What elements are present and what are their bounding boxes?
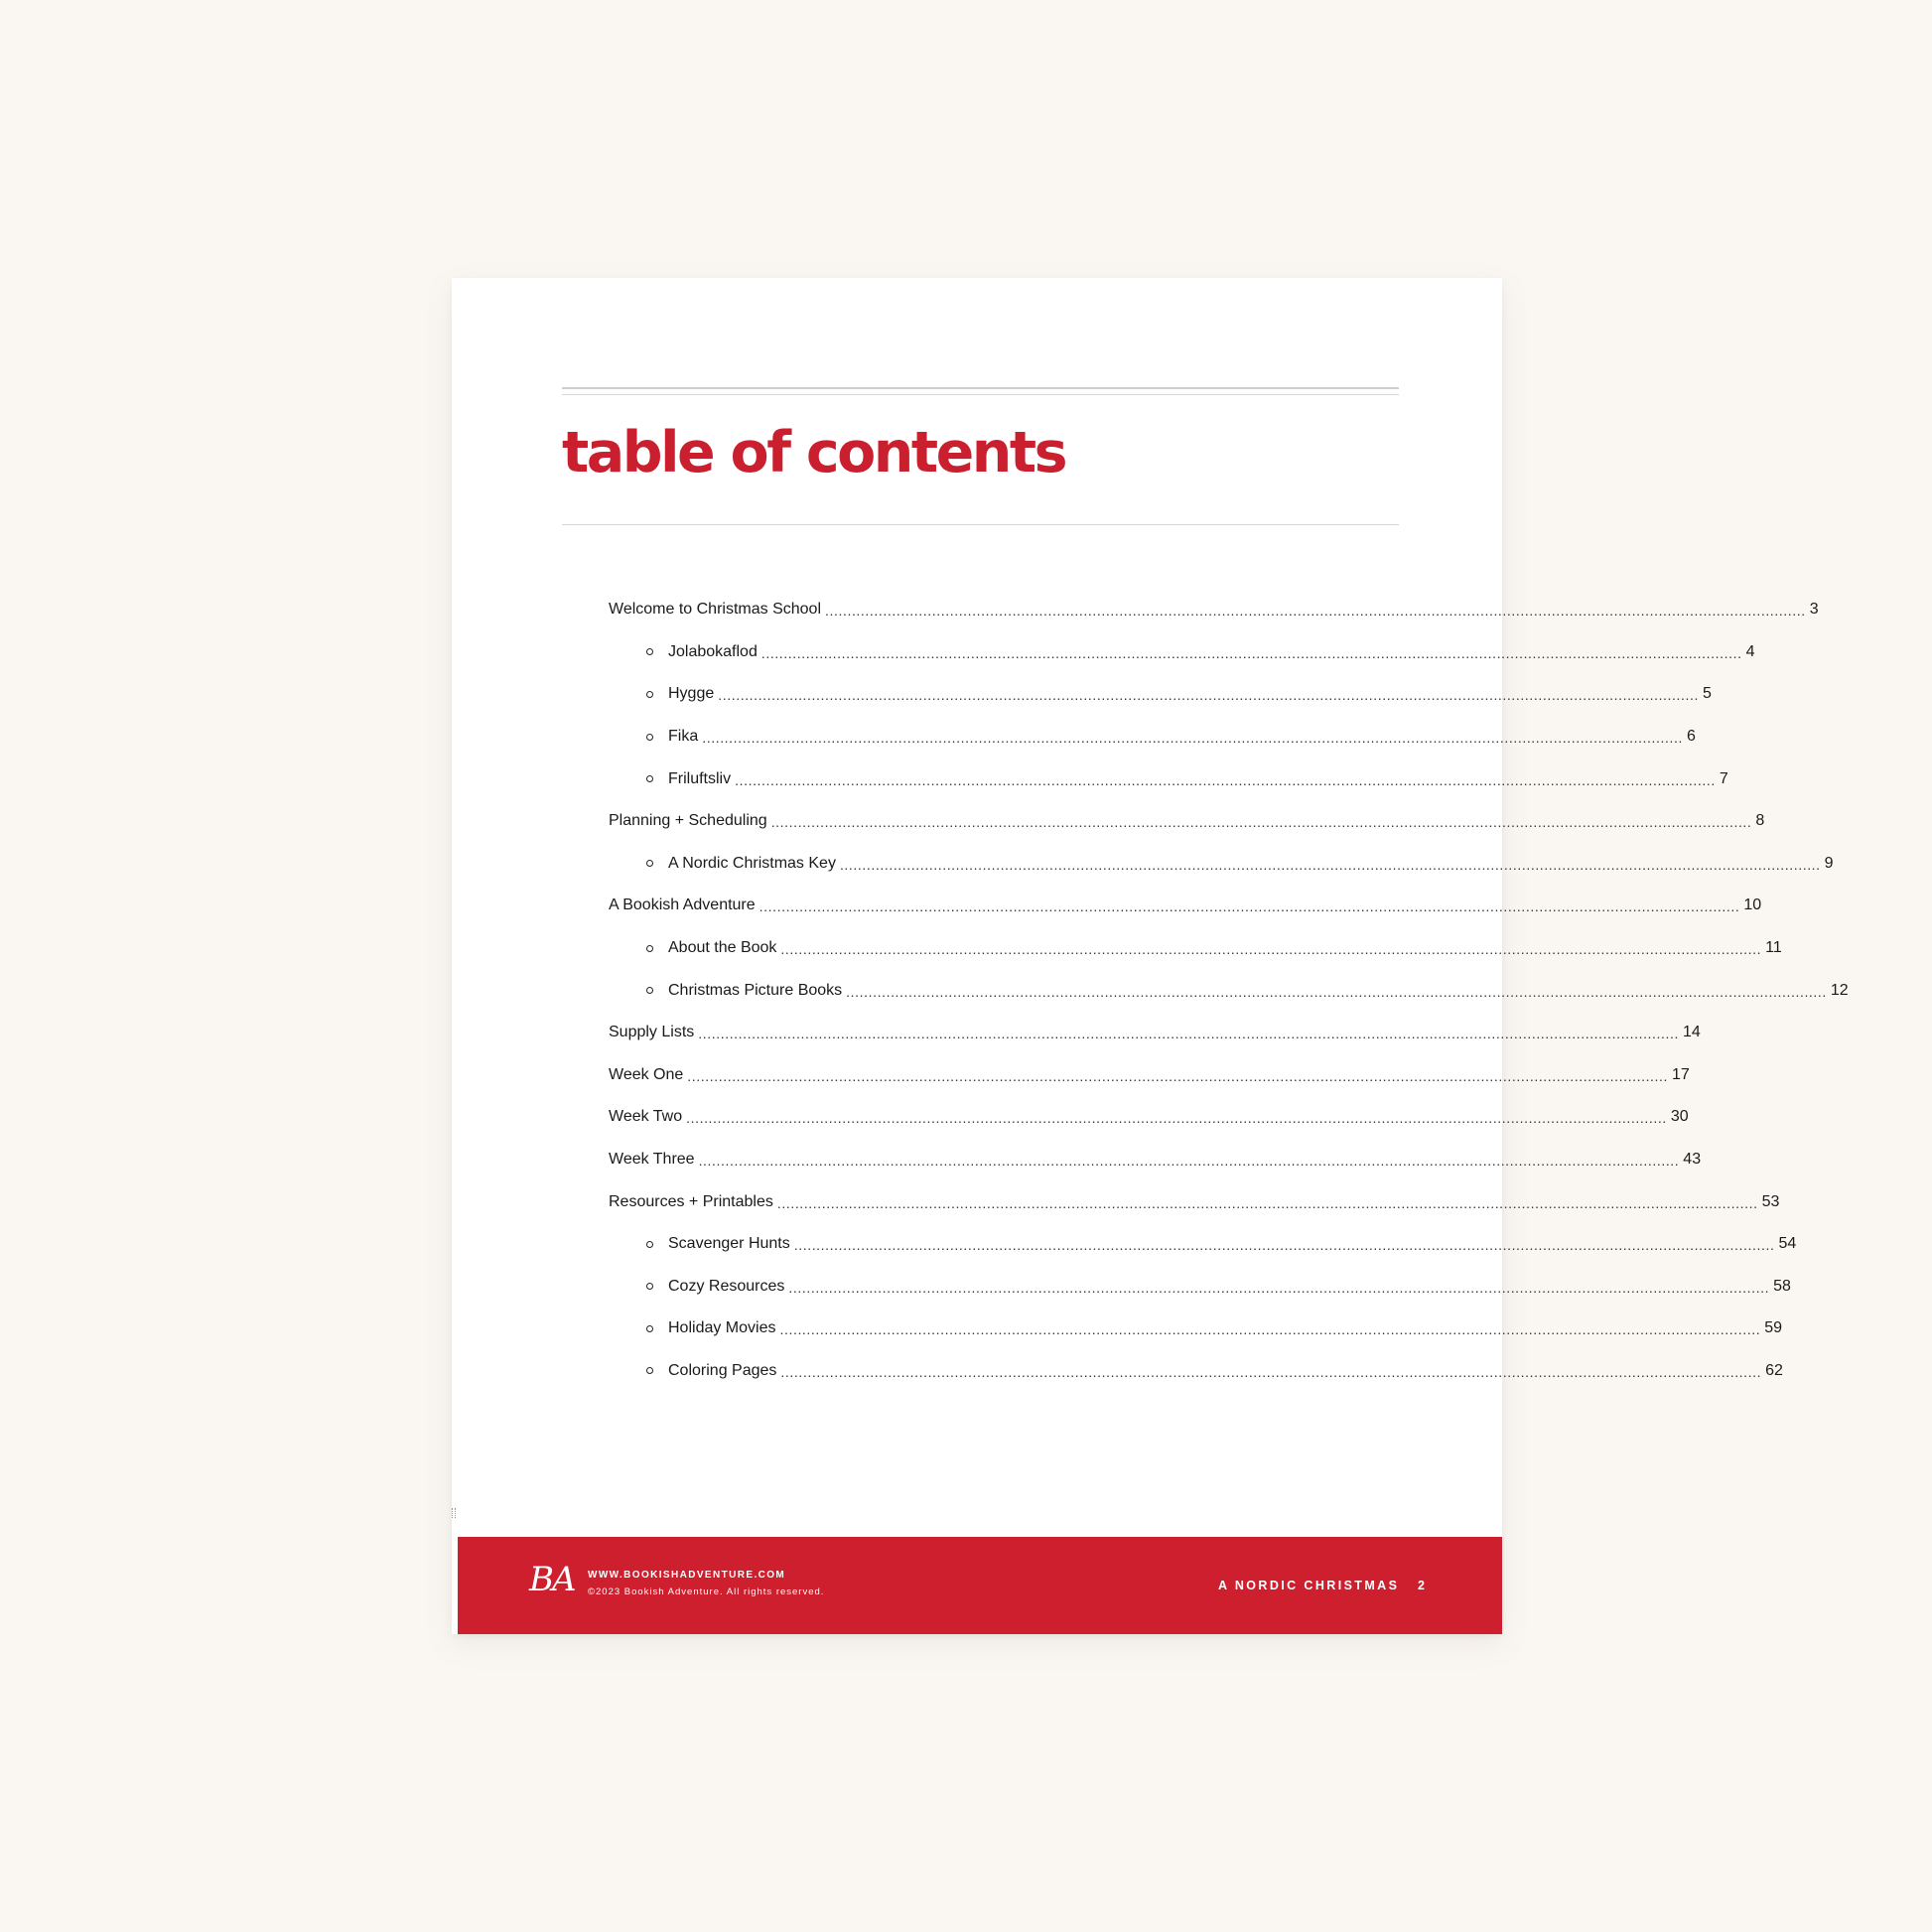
dot-leader: ............................................................................................................................................................................................................................: [686, 1110, 1667, 1127]
toc-entry-label: Fika: [668, 728, 699, 746]
toc-entry-label: Planning + Scheduling: [609, 812, 767, 830]
toc-entry-page-number: 3: [1809, 601, 1819, 619]
bullet-circle-icon: [646, 945, 653, 952]
toc-subentry[interactable]: [609, 1266, 1791, 1309]
toc-entry-label: Week Two: [609, 1108, 683, 1126]
dot-leader: ............................................................................................................................................................................................................................: [776, 1194, 1758, 1211]
toc-subentry[interactable]: [609, 716, 1696, 759]
bullet-circle-icon: [646, 648, 653, 655]
dot-leader: ............................................................................................................................................................................................................................: [759, 898, 1740, 915]
bullet-circle-icon: [646, 1241, 653, 1248]
table-of-contents: [609, 589, 1849, 1392]
bullet-circle-icon: [646, 987, 653, 994]
top-divider-line-secondary: [562, 394, 1399, 395]
toc-subentry[interactable]: [609, 758, 1728, 800]
dot-leader: ............................................................................................................................................................................................................................: [702, 730, 1683, 747]
toc-entry-page-number: 17: [1672, 1065, 1690, 1083]
toc-subentry[interactable]: [609, 927, 1782, 970]
toc-entry-label: Scavenger Hunts: [668, 1235, 790, 1253]
toc-entry-page-number: 10: [1743, 897, 1762, 914]
dot-leader: ............................................................................................................................................................................................................................: [687, 1067, 1669, 1084]
toc-entry[interactable]: [609, 1054, 1690, 1097]
toc-entry-page-number: 14: [1683, 1024, 1701, 1041]
toc-entry-page-number: 58: [1773, 1277, 1791, 1295]
toc-subentry[interactable]: [609, 843, 1834, 886]
dot-leader: ............................................................................................................................................................................................................................: [793, 1237, 1775, 1254]
toc-entry-label: Week One: [609, 1065, 684, 1083]
dot-leader: ............................................................................................................................................................................................................................: [788, 1279, 1770, 1296]
toc-entry-label: Welcome to Christmas School: [609, 601, 821, 619]
toc-entry-label: Friluftsliv: [668, 769, 732, 787]
toc-entry-page-number: 30: [1670, 1108, 1689, 1126]
toc-entry-page-number: 11: [1765, 939, 1782, 957]
toc-entry-label: Holiday Movies: [668, 1319, 776, 1337]
footer-page-number: 2: [1418, 1579, 1425, 1592]
dot-leader: ............................................................................................................................................................................................................................: [760, 644, 1742, 661]
toc-entry-page-number: 43: [1683, 1151, 1702, 1169]
toc-entry-label: Jolabokaflod: [668, 642, 758, 660]
toc-subentry[interactable]: [609, 1223, 1797, 1266]
toc-entry[interactable]: [609, 1012, 1701, 1054]
toc-entry-label: A Nordic Christmas Key: [668, 854, 836, 872]
toc-entry-page-number: 53: [1761, 1192, 1780, 1210]
bullet-circle-icon: [646, 1283, 653, 1290]
toc-entry-label: About the Book: [668, 939, 777, 957]
dot-leader: ............................................................................................................................................................................................................................: [780, 941, 1762, 958]
dot-leader: ............................................................................................................................................................................................................................: [698, 1153, 1680, 1170]
dot-leader: ............................................................................................................................................................................................................................: [839, 856, 1821, 873]
bullet-circle-icon: [646, 1367, 653, 1374]
dot-leader: ............................................................................................................................................................................................................................: [825, 603, 1806, 620]
dot-leader: ............................................................................................................................................................................................................................: [718, 687, 1699, 704]
toc-subentry[interactable]: [609, 631, 1755, 674]
toc-entry[interactable]: [609, 1180, 1780, 1223]
toc-entry-label: Resources + Printables: [609, 1192, 773, 1210]
crop-marks: [452, 1508, 456, 1518]
toc-entry-label: Cozy Resources: [668, 1277, 785, 1295]
dot-leader: ............................................................................................................................................................................................................................: [846, 983, 1827, 1000]
page-footer: [458, 1537, 1502, 1634]
footer-website-link[interactable]: WWW.BOOKISHADVENTURE.COM: [588, 1570, 786, 1581]
bullet-circle-icon: [646, 1325, 653, 1332]
toc-entry-page-number: 7: [1719, 769, 1728, 787]
title-divider-line: [562, 524, 1399, 525]
toc-entry-page-number: 6: [1686, 728, 1696, 746]
toc-entry-label: Week Three: [609, 1151, 695, 1169]
toc-entry-page-number: 54: [1778, 1235, 1797, 1253]
toc-subentry[interactable]: [609, 1350, 1783, 1393]
dot-leader: ............................................................................................................................................................................................................................: [698, 1026, 1679, 1042]
toc-entry[interactable]: [609, 589, 1819, 631]
dot-leader: ............................................................................................................................................................................................................................: [770, 814, 1752, 831]
toc-entry-page-number: 59: [1764, 1319, 1783, 1337]
brand-logo: BA: [529, 1560, 575, 1599]
page-title: table of contents: [562, 420, 1066, 485]
dot-leader: ............................................................................................................................................................................................................................: [780, 1363, 1762, 1380]
toc-entry[interactable]: [609, 885, 1762, 927]
toc-entry-label: Hygge: [668, 685, 715, 703]
toc-entry-label: A Bookish Adventure: [609, 897, 756, 914]
document-page: [452, 278, 1849, 1634]
toc-subentry[interactable]: [609, 673, 1712, 716]
toc-subentry[interactable]: [609, 969, 1849, 1012]
toc-entry-label: Supply Lists: [609, 1024, 695, 1041]
toc-entry-page-number: 62: [1765, 1361, 1783, 1379]
footer-copyright: ©2023 Bookish Adventure. All rights reserved.: [588, 1587, 825, 1597]
bullet-circle-icon: [646, 734, 653, 741]
toc-entry-page-number: 4: [1745, 642, 1755, 660]
toc-entry-label: Christmas Picture Books: [668, 981, 843, 999]
toc-entry-page-number: 5: [1702, 685, 1712, 703]
toc-entry-label: Coloring Pages: [668, 1361, 777, 1379]
toc-entry-page-number: 12: [1830, 981, 1849, 999]
dot-leader: ............................................................................................................................................................................................................................: [735, 771, 1716, 788]
dot-leader: ............................................................................................................................................................................................................................: [779, 1321, 1761, 1338]
top-divider-line: [562, 387, 1399, 389]
toc-entry-page-number: 8: [1755, 812, 1765, 830]
bullet-circle-icon: [646, 860, 653, 867]
toc-entry[interactable]: [609, 1139, 1702, 1181]
bullet-circle-icon: [646, 775, 653, 782]
toc-subentry[interactable]: [609, 1308, 1783, 1350]
toc-entry[interactable]: [609, 800, 1765, 843]
bullet-circle-icon: [646, 691, 653, 698]
toc-entry-page-number: 9: [1824, 854, 1834, 872]
toc-entry[interactable]: [609, 1096, 1689, 1139]
footer-document-title: A NORDIC CHRISTMAS: [1218, 1579, 1400, 1592]
